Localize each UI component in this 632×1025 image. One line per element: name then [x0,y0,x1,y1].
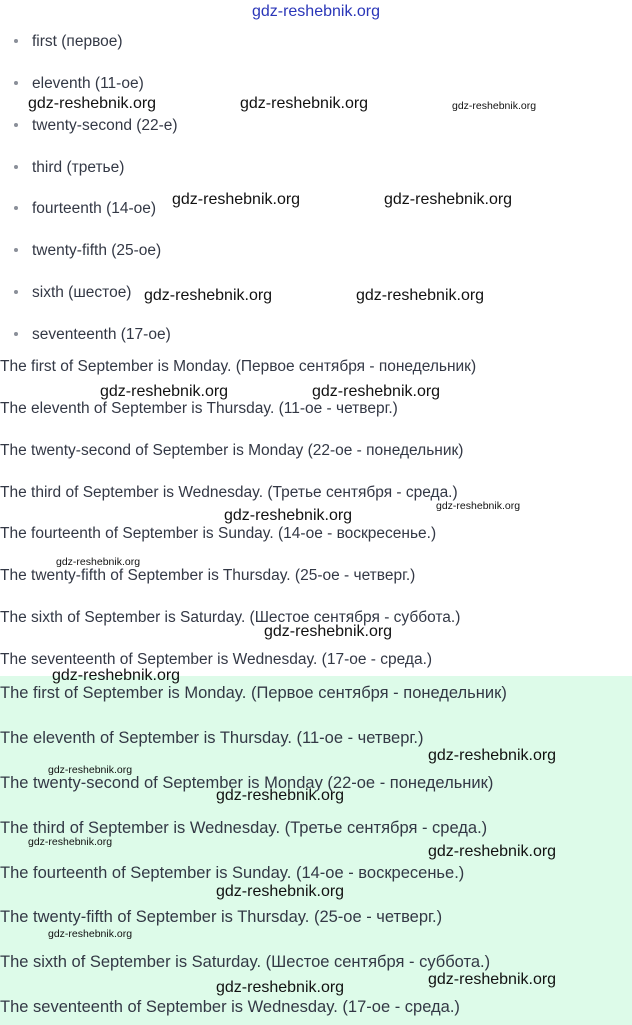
watermark: gdz-reshebnik.org [436,500,521,512]
list-item [14,116,178,136]
list-item-text: twenty-fifth (25-ое) [32,242,162,259]
list-item-text: first (первое) [32,33,123,50]
sentence-line: The seventeenth of September is Wednesday. (17-ое - среда.) [0,651,433,668]
list-item-text: fourteenth (14-ое) [32,200,157,217]
answer-line: The fourteenth of September is Sunday. (14-ое - воскресенье.) [0,864,465,882]
bullet-icon [14,39,18,43]
site-header[interactable]: gdz-reshebnik.org [251,3,381,20]
bullet-icon [14,165,18,169]
list-item-text: sixth (шестое) [32,284,132,301]
list-item-text: seventeenth (17-ое) [32,326,171,343]
bullet-icon [14,332,18,336]
watermark: gdz-reshebnik.org [52,667,181,684]
watermark: gdz-reshebnik.org [216,883,345,900]
bullet-icon [14,206,18,210]
watermark: gdz-reshebnik.org [312,383,441,400]
watermark: gdz-reshebnik.org [144,287,273,304]
watermark: gdz-reshebnik.org [48,928,133,940]
list-item [14,199,156,219]
sentence-line: The twenty-fifth of September is Thursday. (25-ое - четверг.) [0,567,416,584]
watermark: gdz-reshebnik.org [56,556,141,568]
watermark: gdz-reshebnik.org [428,747,557,764]
answer-line: The sixth of September is Saturday. (Шестое сентября - суббота.) [0,953,491,971]
answer-line: The eleventh of September is Thursday. (11-ое - четверг.) [0,729,424,747]
list-item [14,158,124,178]
watermark: gdz-reshebnik.org [48,764,133,776]
sentence-line: The fourteenth of September is Sunday. (14-ое - воскресенье.) [0,525,437,542]
watermark: gdz-reshebnik.org [100,383,229,400]
answer-line: The twenty-fifth of September is Thursday. (25-ое - четверг.) [0,908,443,926]
sentence-line: The third of September is Wednesday. (Третье сентября - среда.) [0,484,458,501]
watermark: gdz-reshebnik.org [428,971,557,988]
watermark: gdz-reshebnik.org [216,787,345,804]
watermark: gdz-reshebnik.org [216,979,345,996]
sentence-line: The first of September is Monday. (Первое сентября - понедельник) [0,358,477,375]
watermark: gdz-reshebnik.org [172,191,301,208]
bullet-icon [14,123,18,127]
watermark: gdz-reshebnik.org [452,100,537,112]
answer-line: The twenty-second of September is Monday (22-ое - понедельник) [0,774,494,792]
watermark: gdz-reshebnik.org [28,836,113,848]
sentence-line: The twenty-second of September is Monday (22-ое - понедельник) [0,442,464,459]
answer-line: The third of September is Wednesday. (Третье сентября - среда.) [0,819,488,837]
bullet-icon [14,248,18,252]
watermark: gdz-reshebnik.org [428,843,557,860]
watermark: gdz-reshebnik.org [264,623,393,640]
list-item [14,74,144,94]
bullet-icon [14,290,18,294]
watermark: gdz-reshebnik.org [356,287,485,304]
list-item [14,325,171,345]
sentence-line: The sixth of September is Saturday. (Шестое сентября - суббота.) [0,609,461,626]
list-item-text: eleventh (11-ое) [32,75,144,92]
sentence-line: The eleventh of September is Thursday. (11-ое - четверг.) [0,400,398,417]
list-item [14,241,161,261]
answer-line: The seventeenth of September is Wednesday. (17-ое - среда.) [0,998,460,1016]
answer-line: The first of September is Monday. (Первое сентября - понедельник) [0,684,507,702]
list-item [14,32,123,52]
list-item-text: twenty-second (22-е) [32,117,178,134]
list-item [14,283,131,303]
list-item-text: third (третье) [32,159,125,176]
bullet-icon [14,81,18,85]
watermark: gdz-reshebnik.org [384,191,513,208]
watermark: gdz-reshebnik.org [28,95,157,112]
watermark: gdz-reshebnik.org [224,507,353,524]
watermark: gdz-reshebnik.org [240,95,369,112]
